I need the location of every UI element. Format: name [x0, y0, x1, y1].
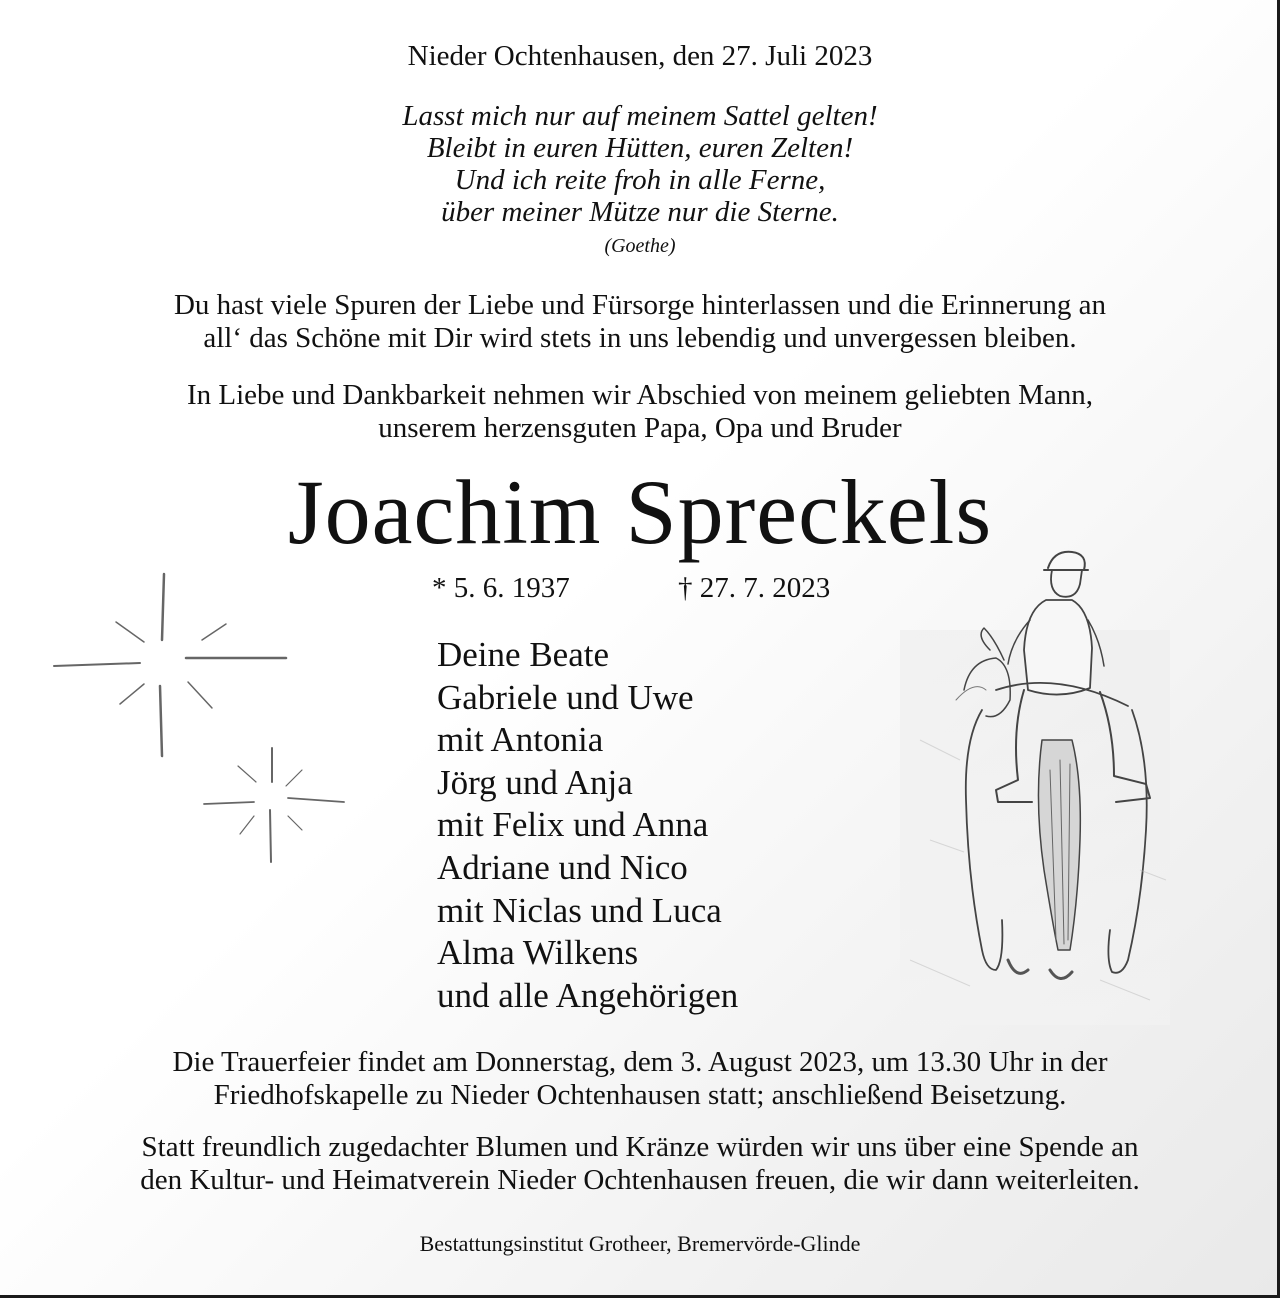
ceremony-line: Friedhofskapelle zu Nieder Ochtenhausen statt; anschließend Beisetzung.	[213, 1079, 1067, 1111]
farewell-line: In Liebe und Dankbarkeit nehmen wir Abschied von meinem geliebten Mann,	[187, 379, 1093, 411]
poem-line: Und ich reite froh in alle Ferne,	[454, 164, 826, 196]
farewell-text	[0, 379, 1280, 445]
poem-line: Bleibt in euren Hütten, euren Zelten!	[426, 132, 854, 164]
family-member: und alle Angehörigen	[437, 975, 739, 1015]
donation-line: Statt freundlich zugedachter Blumen und Kränze würden wir uns über eine Spende an	[141, 1131, 1139, 1163]
poem	[0, 100, 1280, 264]
death-date: † 27. 7. 2023	[678, 572, 831, 604]
place-date: Nieder Ochtenhausen, den 27. Juli 2023	[407, 40, 873, 72]
ceremony-line: Die Trauerfeier findet am Donnerstag, dem 3. August 2023, um 13.30 Uhr in der	[172, 1046, 1108, 1078]
poem-author: (Goethe)	[604, 235, 676, 257]
ceremony-text	[0, 1046, 1280, 1112]
tribute-line: Du hast viele Spuren der Liebe und Fürsorge hinterlassen und die Erinnerung an	[173, 289, 1107, 321]
tribute-line: all‘ das Schöne mit Dir wird stets in uns lebendig und unvergessen bleiben.	[203, 322, 1077, 354]
family-member: Adriane und Nico	[437, 847, 688, 887]
deceased-name: Joachim Spreckels	[287, 461, 993, 563]
poem-line: Lasst mich nur auf meinem Sattel gelten!	[402, 100, 878, 132]
family-member: mit Niclas und Luca	[437, 890, 722, 930]
family-member: Gabriele und Uwe	[437, 677, 694, 717]
birth-date: * 5. 6. 1937	[432, 572, 570, 604]
tribute-text	[0, 289, 1280, 355]
family-member: Jörg und Anja	[437, 762, 633, 802]
donation-line: den Kultur- und Heimatverein Nieder Ochtenhausen freuen, die wir dann weiterleiten.	[140, 1164, 1140, 1196]
horse-rider-sketch-icon	[900, 540, 1170, 1025]
family-member: Deine Beate	[437, 635, 609, 674]
family-member: Alma Wilkens	[437, 933, 639, 973]
undertaker-credit: Bestattungsinstitut Grotheer, Bremervörde-Glinde	[419, 1231, 861, 1256]
donation-text	[0, 1131, 1280, 1197]
poem-line: über meiner Mütze nur die Sterne.	[441, 196, 839, 228]
farewell-line: unserem herzensguten Papa, Opa und Bruder	[378, 412, 902, 444]
sketched-stars-icon	[40, 560, 360, 880]
family-member: mit Antonia	[437, 720, 604, 760]
family-list	[437, 634, 738, 1017]
family-member: mit Felix und Anna	[437, 805, 709, 845]
